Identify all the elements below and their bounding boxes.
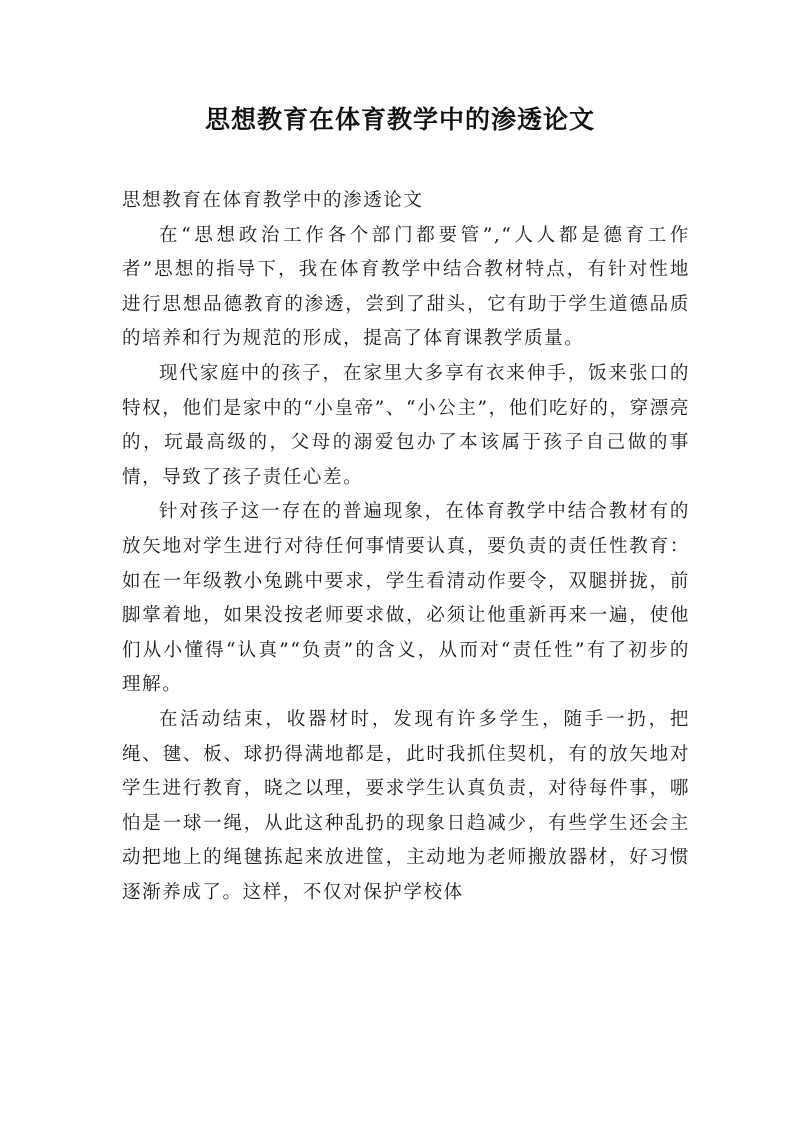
document-title: 思想教育在体育教学中的渗透论文 — [204, 105, 595, 134]
document-subtitle: 思想教育在体育教学中的渗透论文 — [122, 190, 424, 211]
paragraph-1: 在“思想政治工作各个部门都要管”,“人人都是德育工作者”思想的指导下，我在体育教学中结合教材特点，有针对性地进行思想品德教育的渗透，尝到了甜头，它有助于学生道德品质的培养和行为规范的形成，提高了体育课教学质量。 — [122, 224, 690, 350]
paragraph-3: 针对孩子这一存在的普遍现象，在体育教学中结合教材有的放矢地对学生进行对待任何事情要认真，要负责的责任性教育：如在一年级教小兔跳中要求，学生看清动作要令，双腿拼拢，前脚掌着地，如果没按老师要求做，必须让他重新再来一遍，使他们从小懂得“认真”“负责”的含义，从而对“责任性”有了初步的理解。 — [122, 501, 690, 696]
document-body — [122, 184, 690, 910]
paragraph-4: 在活动结束，收器材时，发现有许多学生，随手一扔，把绳、毽、板、球扔得满地都是，此时我抓住契机，有的放矢地对学生进行教育，晓之以理，要求学生认真负责，对待每件事，哪怕是一球一绳，从此这种乱扔的现象日趋减少，有些学生还会主动把地上的绳毽拣起来放进筐，主动地为老师搬放器材，好习惯逐渐养成了。这样，不仅对保护学校体 — [122, 708, 690, 903]
paragraph-2: 现代家庭中的孩子，在家里大多享有衣来伸手，饭来张口的特权，他们是家中的“小皇帝”、“小公主”，他们吃好的，穿漂亮的，玩最高级的，父母的溺爱包办了本该属于孩子自己做的事情，导致了孩子责任心差。 — [122, 362, 690, 488]
